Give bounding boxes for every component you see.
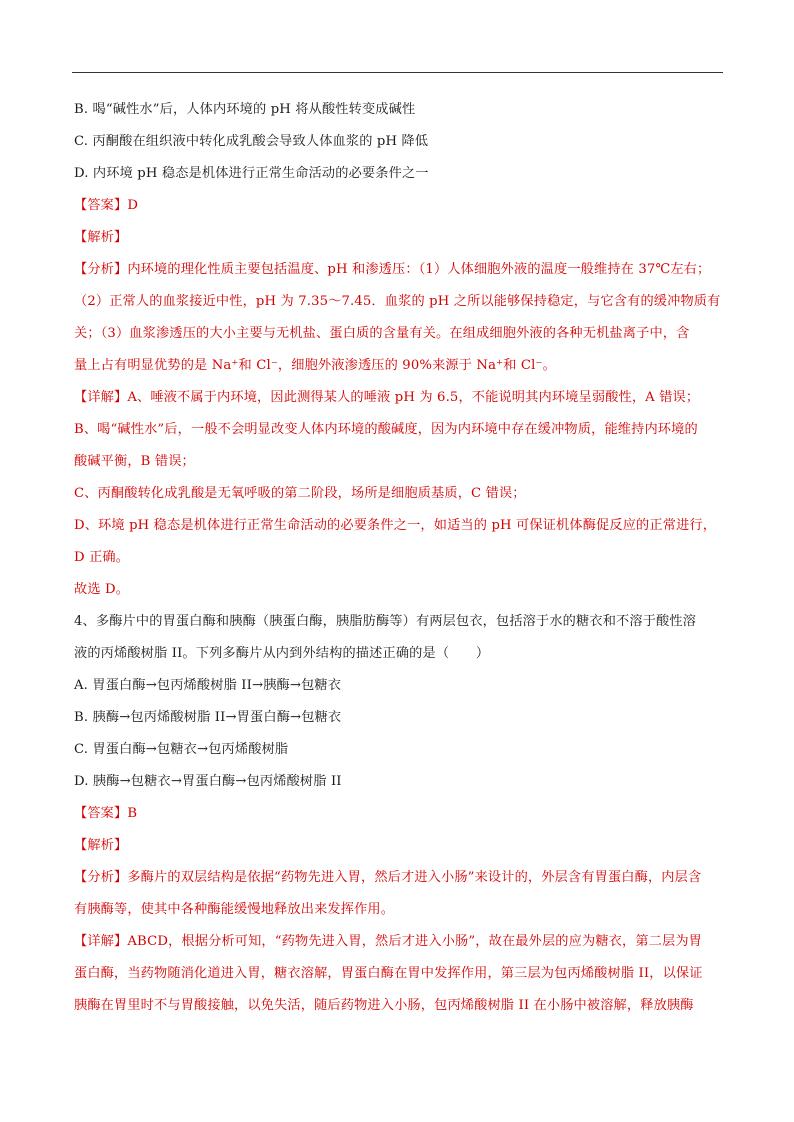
q3-option-d: D. 内环境 pH 稳态是机体进行正常生命活动的必要条件之一: [74, 166, 429, 181]
q4-analysis-heading: 【解析】: [74, 838, 128, 853]
q3-analysis-line: 【分析】内环境的理化性质主要包括温度、pH 和渗透压：（1）人体细胞外液的温度一般维持在 37℃左右；: [74, 262, 711, 277]
q3-detail-line: 酸碱平衡，B 错误；: [74, 454, 195, 469]
q4-option-c: C. 胃蛋白酶→包糖衣→包丙烯酸树脂: [74, 742, 289, 757]
q4-option-a: A. 胃蛋白酶→包丙烯酸树脂 II→胰酶→包糖衣: [74, 678, 342, 693]
q3-analysis-line: 量上占有明显优势的是 Na⁺和 Cl⁻，细胞外液渗透压的 90%来源于 Na⁺和 Cl⁻。: [74, 358, 556, 373]
q3-analysis-line: 关；（3）血浆渗透压的大小主要与无机盐、蛋白质的含量有关。在组成细胞外液的各种无机盐离子中，含: [74, 326, 690, 341]
q3-analysis-heading: 【解析】: [74, 230, 128, 245]
q4-option-b: B. 胰酶→包丙烯酸树脂 II→胃蛋白酶→包糖衣: [74, 710, 342, 725]
q4-option-d: D. 胰酶→包糖衣→胃蛋白酶→包丙烯酸树脂 II: [74, 774, 342, 789]
q4-detail-line: 胰酶在胃里时不与胃酸接触，以免失活，随后药物进入小肠，包丙烯酸树脂 II 在小肠中被溶解，释放胰酶: [74, 998, 694, 1013]
q3-option-b: B. 喝“碱性水”后，人体内环境的 pH 将从酸性转变成碱性: [74, 102, 416, 117]
q4-answer: 【答案】B: [74, 806, 138, 821]
q3-detail-line: B、喝“碱性水”后，一般不会明显改变人体内环境的酸碱度，因为内环境中存在缓冲物质，能维持内环境的: [74, 422, 698, 437]
q3-detail-line: D、环境 pH 稳态是机体进行正常生命活动的必要条件之一，如适当的 pH 可保证机体酶促反应的正常进行，: [74, 518, 717, 533]
q3-detail-line: 【详解】A、唾液不属于内环境，因此测得某人的唾液 pH 为 6.5，不能说明其内环境呈弱酸性，A 错误；: [74, 390, 700, 405]
q3-detail-line: C、丙酮酸转化成乳酸是无氧呼吸的第二阶段，场所是细胞质基质，C 错误；: [74, 486, 526, 501]
q3-conclusion: 故选 D。: [74, 582, 130, 597]
q3-answer: 【答案】D: [74, 198, 139, 213]
q3-detail-line: D 正确。: [74, 550, 130, 565]
q4-detail-line: 【详解】ABCD，根据分析可知，“药物先进入胃，然后才进入小肠”，故在最外层的应为糖衣，第二层为胃: [74, 934, 703, 949]
q3-analysis-line: （2）正常人的血浆接近中性，pH 为 7.35～7.45．血浆的 pH 之所以能够保持稳定，与它含有的缓冲物质有: [74, 294, 721, 309]
q3-option-c: C. 丙酮酸在组织液中转化成乳酸会导致人体血浆的 pH 降低: [74, 134, 429, 149]
q4-stem-line: 液的丙烯酸树脂 II。下列多酶片从内到外结构的描述正确的是（ ）: [74, 646, 490, 661]
header-rule: [72, 72, 723, 73]
q4-detail-line: 蛋白酶，当药物随消化道进入胃，糖衣溶解，胃蛋白酶在胃中发挥作用，第三层为包丙烯酸树脂 II，以保证: [74, 966, 703, 981]
q4-analysis-line: 【分析】多酶片的双层结构是依据“药物先进入胃，然后才进入小肠”来设计的，外层含有胃蛋白酶，内层含: [74, 870, 702, 885]
q4-stem-line: 4、多酶片中的胃蛋白酶和胰酶（胰蛋白酶，胰脂肪酶等）有两层包衣，包括溶于水的糖衣和不溶于酸性溶: [74, 614, 697, 629]
q4-analysis-line: 有胰酶等，使其中各种酶能缓慢地释放出来发挥作用。: [74, 902, 395, 917]
